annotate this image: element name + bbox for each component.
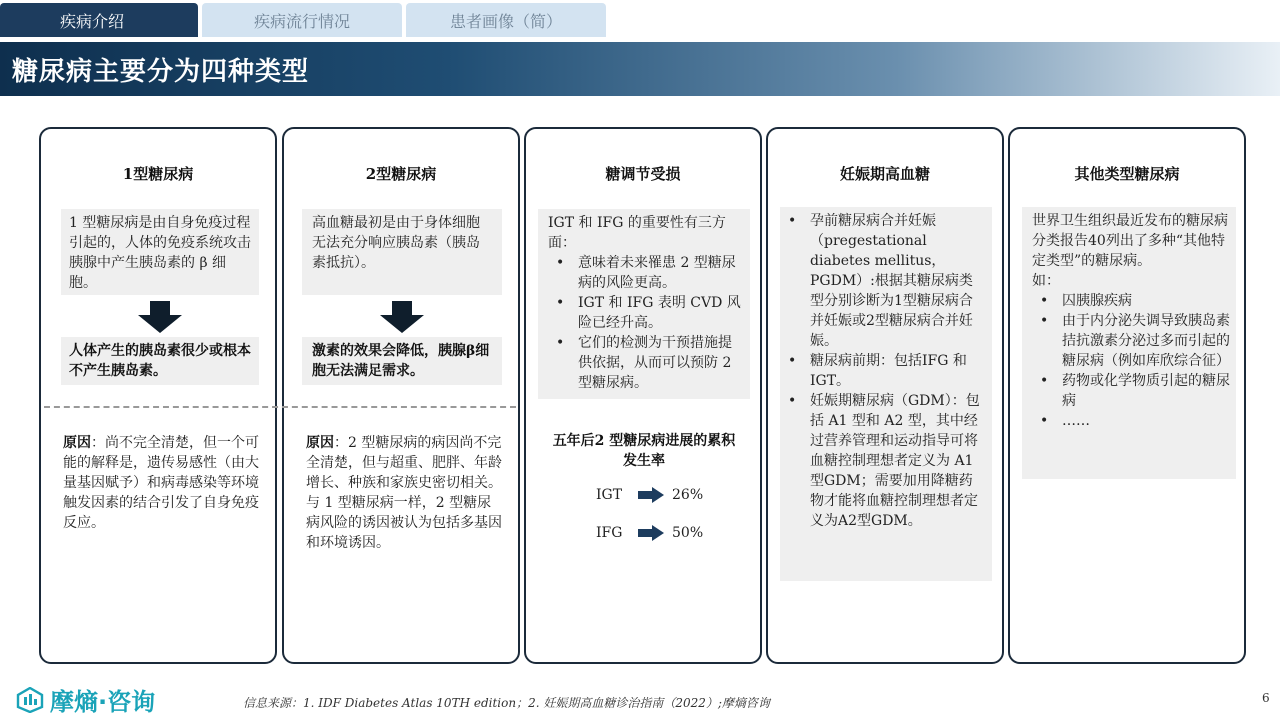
page-number: 6 (1262, 691, 1270, 705)
list-item: • 意味着未来罹患 2 型糖尿病的风险更高。 (548, 253, 744, 293)
type2-cause (306, 433, 502, 553)
rate-label: IFG (596, 525, 623, 541)
source-note: 信息来源：1. IDF Diabetes Atlas 10TH edition；2. 妊娠期高血糖诊治指南（2022）;摩熵咨询 (243, 696, 770, 710)
tab-disease-prevalence[interactable]: 疾病流行情况 (202, 3, 402, 37)
rate-row-igt (596, 487, 703, 503)
card-impaired-glucose (524, 127, 762, 664)
cause-text: ：尚不完全清楚，但一个可能的解释是，遗传易感性（由大量基因赋予）和病毒感染等环境触发因素的结合引发了自身免疫反应。 (63, 435, 259, 531)
other-intro2: 如： (1032, 273, 1060, 289)
type1-result: 人体产生的胰岛素很少或根本不产生胰岛素。 (61, 337, 259, 385)
card-other-types (1008, 127, 1246, 664)
title-bar (0, 42, 1280, 96)
tab-bar (0, 0, 1280, 40)
card-gestational (766, 127, 1004, 664)
type2-desc: 高血糖最初是由于身体细胞无法充分响应胰岛素（胰岛素抵抗）。 (302, 209, 502, 295)
tab-patient-profile[interactable]: 患者画像（简） (406, 3, 606, 37)
type1-cause (63, 433, 259, 533)
company-logo (16, 682, 155, 717)
right-arrow-icon (638, 487, 664, 503)
down-arrow-icon (380, 301, 424, 333)
type2-result: 激素的效果会降低，胰腺β细胞无法满足需求。 (302, 337, 502, 385)
card-title: 糖调节受损 (605, 165, 681, 183)
rate-title: 五年后2 型糖尿病进展的累积发生率 (552, 433, 736, 469)
list-item: • 孕前糖尿病合并妊娠（pregestational diabetes mellitus，PGDM）:根据其糖尿病类型分别诊断为1型糖尿病合并妊娠或2型糖尿病合并妊娠。 (780, 211, 986, 351)
other-intro: 世界卫生组织最近发布的糖尿病分类报告40列出了多种“其他特定类型”的糖尿病。 (1032, 213, 1228, 269)
list-item: • 由于内分泌失调导致胰岛素拮抗激素分泌过多而引起的糖尿病（例如库欣综合征） (1032, 311, 1230, 371)
down-arrow-icon (138, 301, 182, 333)
tab-disease-intro[interactable]: 疾病介绍 (0, 3, 198, 37)
type1-desc: 1 型糖尿病是由自身免疫过程引起的，人体的免疫系统攻击胰腺中产生胰岛素的 β 细胞。 (61, 209, 259, 295)
card-title: 1型糖尿病 (122, 165, 194, 183)
rate-label: IGT (596, 487, 623, 503)
list-item: • 药物或化学物质引起的糖尿病 (1032, 371, 1230, 411)
list-item: • IGT 和 IFG 表明 CVD 风险已经升高。 (548, 293, 744, 333)
list-item: • 妊娠期糖尿病（GDM）：包括 A1 型和 A2 型，其中经过营养管理和运动指导可将血糖控制理想者定义为 A1 型GDM；需要加用降糖药物才能将血糖控制理想者定义为A2型GDM。 (780, 391, 986, 531)
list-item: • …… (1032, 411, 1230, 431)
cause-label: 原因 (306, 435, 334, 451)
card-title: 2型糖尿病 (365, 165, 437, 183)
dashed-divider (44, 406, 516, 408)
other-box (1022, 207, 1236, 479)
logo-text: 摩熵·咨询 (50, 688, 156, 716)
rate-value: 50% (672, 525, 704, 541)
card-type2 (282, 127, 520, 664)
list-item: • 囚胰腺疾病 (1032, 291, 1230, 311)
card-title: 其他类型糖尿病 (1074, 165, 1180, 183)
rate-value: 26% (672, 487, 704, 503)
page-title: 糖尿病主要分为四种类型 (12, 56, 310, 87)
logo-icon (16, 687, 44, 713)
card-type1 (39, 127, 277, 664)
list-item: • 它们的检测为干预措施提供依据，从而可以预防 2 型糖尿病。 (548, 333, 744, 393)
card-title: 妊娠期高血糖 (839, 165, 930, 183)
gestational-box (780, 207, 992, 581)
rate-row-ifg (596, 525, 703, 541)
cause-text: ：2 型糖尿病的病因尚不完全清楚，但与超重、肥胖、年龄增长、种族和家族史密切相关。与 1 型糖尿病一样，2 型糖尿病风险的诱因被认为包括多基因和环境诱因。 (306, 435, 502, 551)
impaired-intro: IGT 和 IFG 的重要性有三方面： (548, 215, 726, 251)
right-arrow-icon (638, 525, 664, 541)
impaired-box (538, 209, 750, 399)
list-item: • 糖尿病前期：包括IFG 和 IGT。 (780, 351, 986, 391)
cause-label: 原因 (63, 435, 91, 451)
